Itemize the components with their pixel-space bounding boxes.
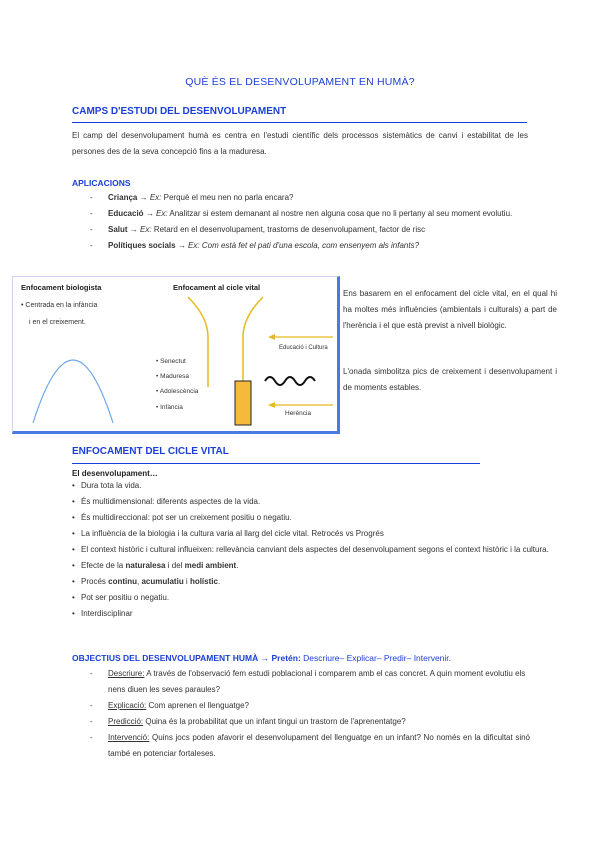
camps-text: El camp del desenvolupament humà es centra en l'estudi científic dels processos sistemàtics de canvi i estabilitat de les persones des de la seva concepció fins a la maduresa. — [72, 131, 528, 156]
cicle-subheading: El desenvolupament… — [72, 469, 158, 478]
arrow-top-label: Educació i Cultura — [279, 345, 328, 351]
list-item: - Intervenció: Quins jocs poden afavorir el desenvolupament del llenguatge en un infant? No només en la dificultat sinó també en potenciar fortaleses. — [90, 730, 530, 762]
list-item: - Descriure: A través de l'observació fem estudi poblacional i comparem amb el cas concret. A quin moment evolutiu els nens diuen les seves paraules? — [90, 666, 530, 698]
cup-shape — [235, 381, 251, 425]
figure-left-title: Enfocament biologista — [21, 283, 102, 292]
aplicacions-heading: APLICACIONS — [72, 178, 131, 188]
list-item: • Interdisciplinar — [72, 606, 556, 622]
side-text-1: Ens basarem en el enfocament del cicle vital, en el qual hi ha moltes més influències (ambientals i culturals) a part de l'herència i el que està previst a nivell biològic. — [343, 289, 557, 330]
list-item: • Efecte de la naturalesa i del medi ambient. — [72, 558, 556, 574]
cicle-rule — [72, 463, 480, 464]
list-item: • La influència de la biologia i la cultura varia al llarg del cicle vital. Retrocés vs Progrés — [72, 526, 556, 542]
life-cycle-figure — [12, 276, 340, 434]
figure-left-caption-1: Centrada en la infància — [25, 302, 98, 309]
list-item: • És multidireccional: pot ser un creixement positiu o negatiu. — [72, 510, 556, 526]
list-item: - Predicció: Quina és la probabilitat que un infant tingui un trastorn de l'aprenentatge? — [90, 714, 530, 730]
cicle-heading: ENFOCAMENT DEL CICLE VITAL — [72, 446, 229, 457]
figure-bullet: • — [21, 302, 26, 309]
list-item: - Explicació: Com aprenen el llenguatge? — [90, 698, 530, 714]
objectius-list — [90, 666, 530, 762]
svg-text:• Centrada en la infància — [21, 302, 98, 309]
list-item: • Pot ser positiu o negatiu. — [72, 590, 556, 606]
list-item: • El context històric i cultural influeixen: rellevància canviant dels aspectes del desenvolupament segons el context històric i la cultura. — [72, 542, 556, 558]
stage-maduresa: • Maduresa — [156, 373, 189, 380]
objectius-heading-line: OBJECTIUS DEL DESENVOLUPAMENT HUMÀ → Pretén: Descriure– Explicar– Predir– Intervenir. — [72, 653, 452, 663]
figure-left-caption-2: i en el creixement. — [29, 319, 86, 326]
list-item: - Polítiques socials → Ex: Com està fet el pati d'una escola, com ensenyem als infants? — [90, 238, 528, 254]
list-item: • Procés continu, acumulatiu i holístic. — [72, 574, 556, 590]
list-item: - Educació → Ex: Analitzar si estem demanant al nostre nen alguna cosa que no li pertany al seu moment evolutiu. — [90, 206, 528, 222]
list-item: - Criança → Ex: Perquè el meu nen no parla encara? — [90, 190, 528, 206]
funnel-right-shape — [243, 297, 263, 387]
figure-right-title: Enfocament al cicle vital — [173, 283, 261, 292]
funnel-left-shape — [188, 297, 208, 387]
side-text-2: L'onada simbolitza pics de creixement i desenvolupament i de moments estables. — [343, 367, 557, 392]
list-item: • És multidimensional: diferents aspectes de la vida. — [72, 494, 556, 510]
list-item: • Dura tota la vida. — [72, 478, 556, 494]
camps-rule — [72, 122, 527, 123]
arrow-bottom-label: Herència — [285, 410, 312, 417]
stage-adolescencia: • Adolescència — [156, 388, 199, 395]
camps-heading: CAMPS D'ESTUDI DEL DESENVOLUPAMENT — [72, 106, 287, 117]
biologist-curve-shape — [33, 360, 113, 423]
aplicacions-list — [90, 190, 528, 254]
list-item: - Salut → Ex: Retard en el desenvolupament, trastorns de desenvolupament, factor de risc — [90, 222, 528, 238]
cicle-list — [72, 478, 556, 622]
stage-senectut: • Senectut — [156, 358, 186, 365]
stage-infancia: • Infància — [156, 404, 183, 411]
wave-shape — [265, 377, 315, 385]
page-title: QUÈ ÉS EL DESENVOLUPAMENT EN HUMÀ? — [185, 76, 415, 88]
